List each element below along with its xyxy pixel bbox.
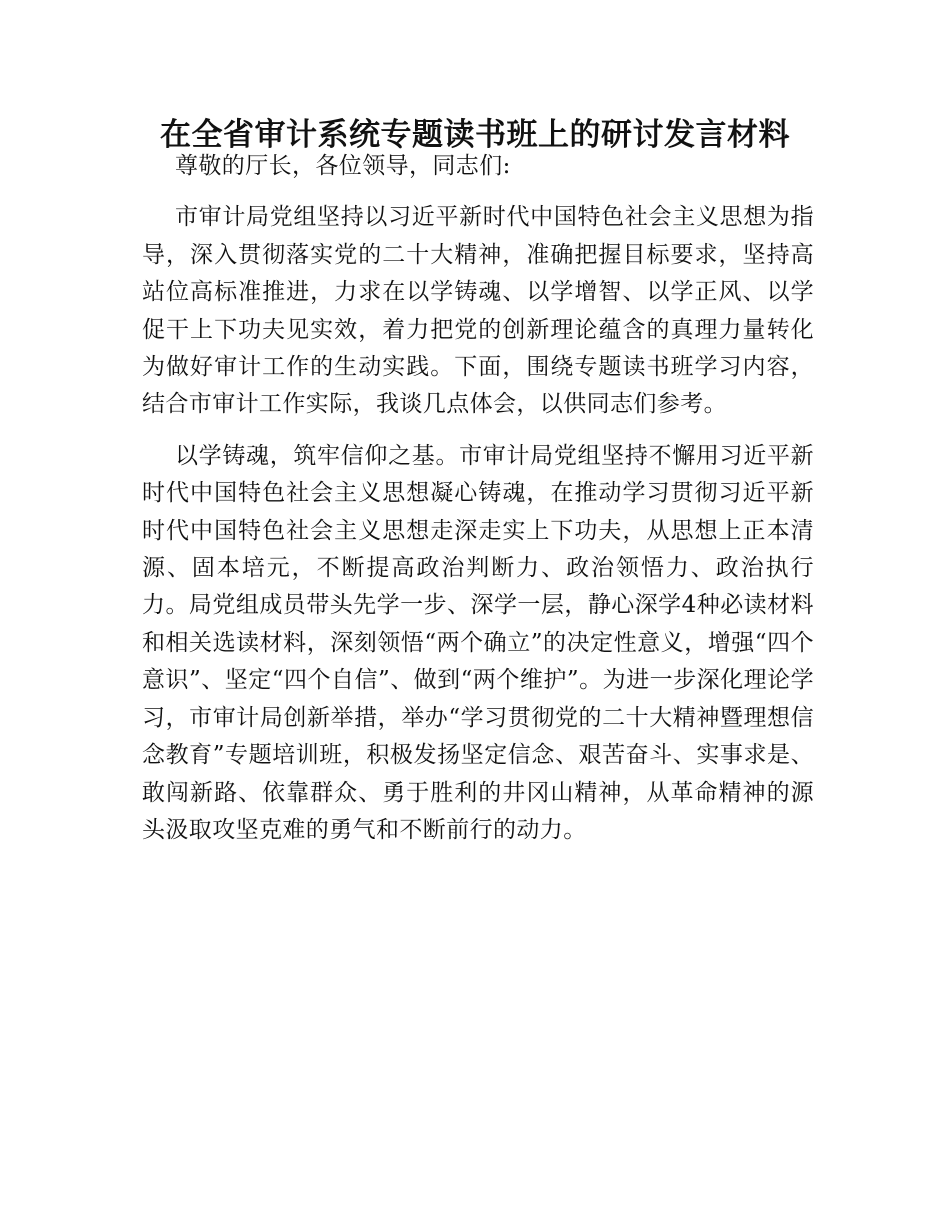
paragraph-study-soul: 以学铸魂，筑牢信仰之基。市审计局党组坚持不懈用习近平新时代中国特色社会主义思想凝心铸魂，在推动学习贯彻习近平新时代中国特色社会主义思想走深走实上下功夫，从思想上正本清源、固本培元，不断提高政治判断力、政治领悟力、政治执行力。局党组成员带头先学一步、深学一层，静心深学4种必读材料和相关选读材料，深刻领悟“两个确立”的决定性意义，增强“四个意识”、坚定“四个自信”、做到“两个维护”。为进一步深化理论学习，市审计局创新举措，举办“学习贯彻党的二十大精神暨理想信念教育”专题培训班，积极发扬坚定信念、艰苦奋斗、实事求是、敢闯新路、依靠群众、勇于胜利的井冈山精神，从革命精神的源头汲取攻坚克难的勇气和不断前行的动力。 <box>142 442 814 843</box>
document-title: 在全省审计系统专题读书班上的研讨发言材料 <box>160 117 790 153</box>
greeting-line: 尊敬的厅长，各位领导，同志们: <box>175 153 511 179</box>
paragraph-intro: 市审计局党组坚持以习近平新时代中国特色社会主义思想为指导，深入贯彻落实党的二十大精神，准确把握目标要求，坚持高站位高标准推进，力求在以学铸魂、以学增智、以学正风、以学促干上下功夫见实效，着力把党的创新理论蕴含的真理力量转化为做好审计工作的生动实践。下面，围绕专题读书班学习内容，结合市审计工作实际，我谈几点体会，以供同志们参考。 <box>142 204 814 418</box>
document-body <box>142 148 814 849</box>
